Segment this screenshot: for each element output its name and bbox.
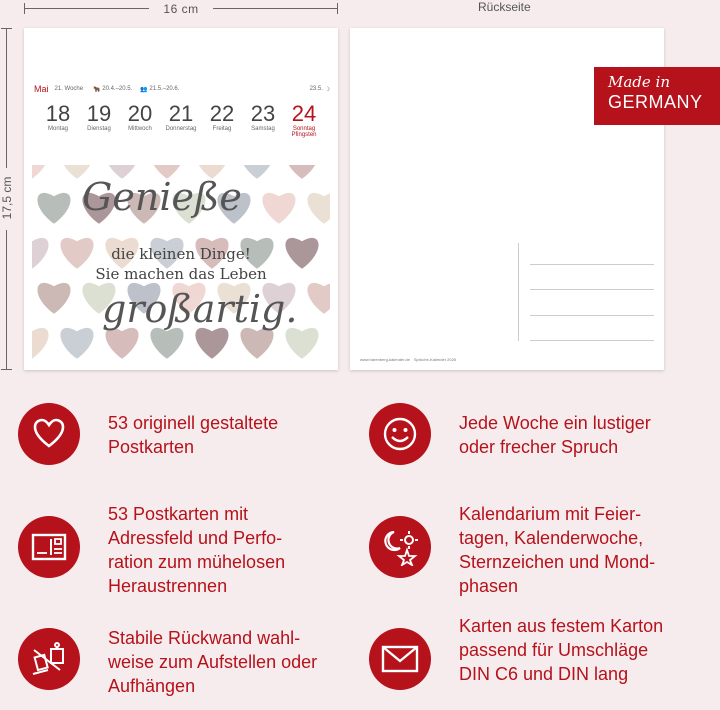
day-20 bbox=[120, 102, 160, 138]
moon-sun-star-icon bbox=[369, 516, 431, 578]
stand-hang-icon bbox=[18, 628, 80, 690]
calendar-header bbox=[34, 84, 330, 94]
heart-pattern-artwork bbox=[32, 165, 330, 363]
day-22 bbox=[202, 102, 242, 138]
week-label: 21. Woche bbox=[54, 86, 84, 92]
day-name: Montag bbox=[47, 126, 68, 132]
address-line bbox=[530, 340, 654, 341]
day-number: 18 bbox=[45, 101, 71, 126]
website: www.harenberg-kalender.de bbox=[360, 357, 410, 362]
feature-item bbox=[18, 628, 318, 698]
quote-line-4: großartig. bbox=[102, 287, 298, 331]
day-name: Freitag bbox=[212, 126, 232, 132]
moon-date: 23.5. bbox=[309, 86, 323, 92]
back-footer bbox=[360, 357, 456, 362]
envelope-icon bbox=[369, 628, 431, 690]
address-divider bbox=[518, 243, 519, 341]
day-name: Sonntag bbox=[292, 126, 316, 132]
made-in-germany-badge bbox=[594, 67, 720, 125]
address-line bbox=[530, 264, 654, 265]
zodiac-range-2: 21.5.–20.6. bbox=[149, 86, 180, 92]
day-number: 21 bbox=[168, 101, 194, 126]
day-23 bbox=[243, 102, 283, 138]
holiday-name: Pfingsten bbox=[291, 132, 317, 138]
gemini-icon: 👥 bbox=[140, 86, 150, 93]
feature-text: Karten aus festem Karton passend für Umschläge DIN C6 und DIN lang bbox=[459, 616, 664, 684]
day-24 bbox=[284, 102, 324, 138]
back-side-label: Rückseite bbox=[478, 0, 531, 14]
quote-line-2: die kleinen Dinge! bbox=[111, 245, 251, 263]
feature-item bbox=[369, 504, 669, 598]
width-label: 16 cm bbox=[163, 2, 199, 16]
feature-item bbox=[18, 403, 318, 465]
zodiac-range-1: 20.4.–20.5. bbox=[102, 86, 133, 92]
feature-item bbox=[18, 504, 318, 598]
day-number: 23 bbox=[250, 101, 276, 126]
feature-item bbox=[369, 616, 669, 690]
month-label: Mai bbox=[34, 84, 49, 94]
moon-icon: ☽ bbox=[322, 86, 330, 93]
day-18 bbox=[38, 102, 78, 138]
quote-line-3: Sie machen das Leben bbox=[95, 265, 267, 283]
made-in-text: Made in bbox=[608, 73, 671, 91]
heart-icon bbox=[18, 403, 80, 465]
day-name: Dienstag bbox=[87, 126, 111, 132]
front-postcard bbox=[24, 28, 338, 370]
quote bbox=[32, 165, 330, 363]
width-dimension bbox=[24, 0, 338, 18]
feature-text: Kalendarium mit Feiertagen, Kalenderwoche, Sternzeichen und Mondphasen bbox=[459, 504, 656, 596]
postcard-icon bbox=[18, 516, 80, 578]
height-dimension bbox=[0, 28, 14, 370]
feature-item bbox=[369, 403, 669, 465]
product-name: Sprüche-Kalender 2026 bbox=[413, 357, 457, 362]
day-number: 22 bbox=[209, 101, 235, 126]
height-label: 17,5 cm bbox=[0, 176, 14, 220]
quote-line-1: Genieße bbox=[82, 175, 242, 219]
feature-text: Stabile Rückwand wahlweise zum Aufstellen oder Aufhängen bbox=[108, 628, 318, 696]
day-name: Samstag bbox=[251, 126, 275, 132]
week-days bbox=[38, 102, 324, 138]
taurus-icon: 🐂 bbox=[93, 86, 103, 93]
day-19 bbox=[79, 102, 119, 138]
day-number: 24 bbox=[291, 101, 317, 126]
day-name: Mittwoch bbox=[128, 126, 152, 132]
address-line bbox=[530, 315, 654, 316]
country-text: GERMANY bbox=[608, 92, 703, 112]
day-21 bbox=[161, 102, 201, 138]
smiley-icon bbox=[369, 403, 431, 465]
feature-text: 53 Postkarten mit Adressfeld und Perforation zum mühelosen Heraustrennen bbox=[108, 504, 286, 596]
feature-text: Jede Woche ein lustiger oder frecher Spruch bbox=[459, 413, 651, 457]
address-line bbox=[530, 289, 654, 290]
day-number: 19 bbox=[86, 101, 112, 126]
day-name: Donnerstag bbox=[165, 126, 197, 132]
day-number: 20 bbox=[127, 101, 153, 126]
feature-text: 53 originell gestaltete Postkarten bbox=[108, 413, 279, 457]
